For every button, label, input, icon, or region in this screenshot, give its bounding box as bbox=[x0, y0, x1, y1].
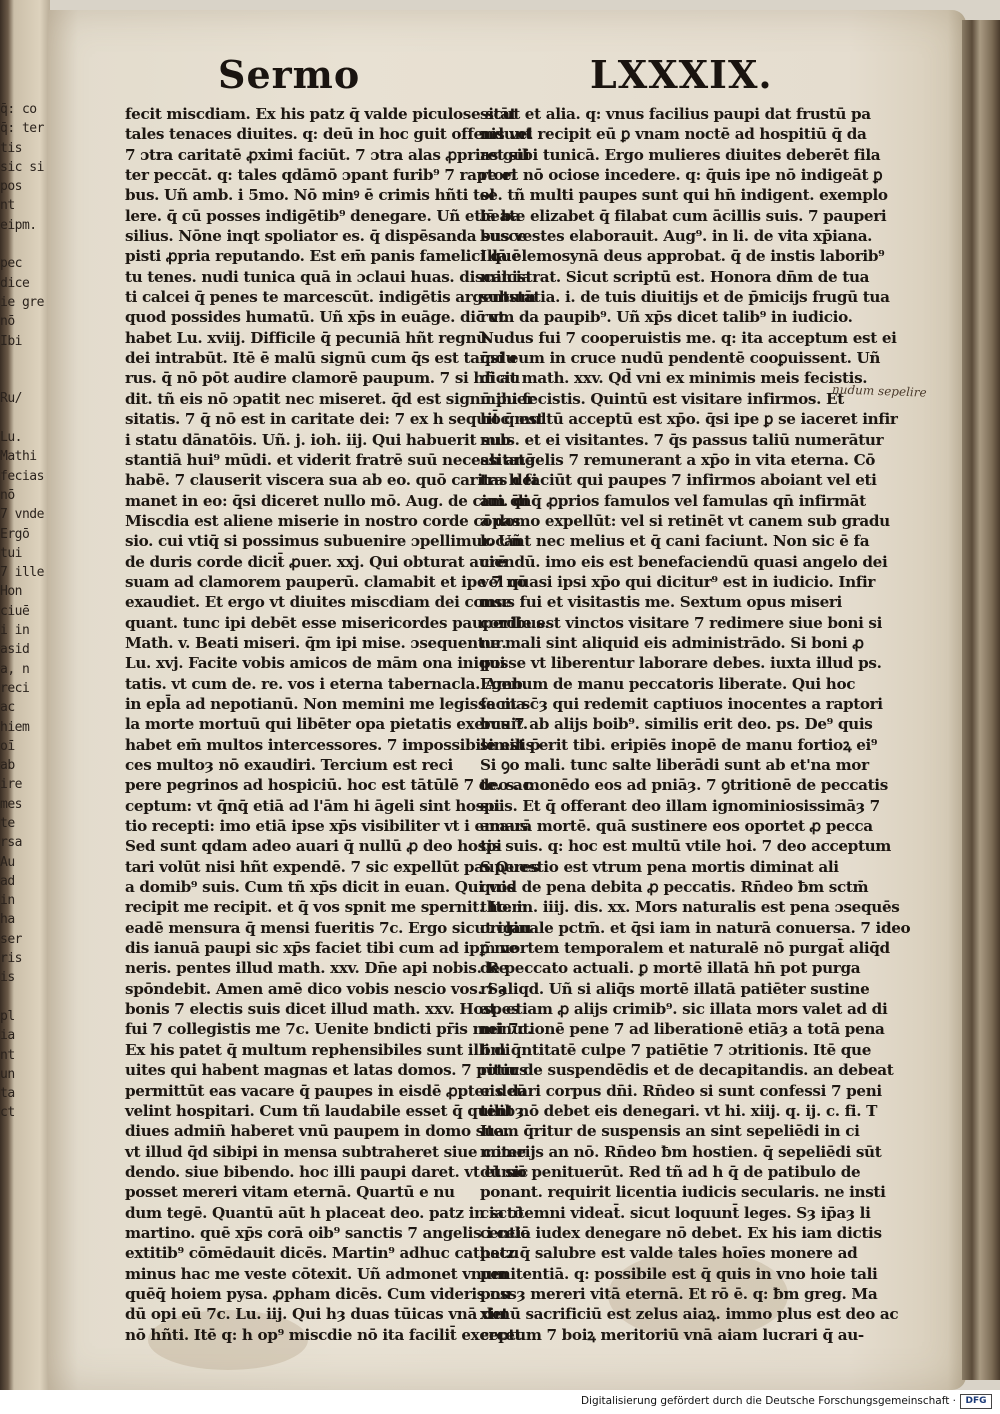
margin-fragment: q̄: ter bbox=[0, 121, 44, 137]
text-line: miterijs an nō. Rn̄deo ƀm hostien. q̄ sepeliēdi sūt bbox=[480, 1142, 882, 1161]
text-line: tis suis. q: hoc est multū vtile hoi. 7 deo acceptum bbox=[480, 837, 892, 856]
margin-fragment: Lu. bbox=[0, 430, 22, 446]
margin-fragment: ire bbox=[0, 777, 22, 793]
text-line: vel quasi ipsi xp̄o qui dicitur⁹ est in iudicio. Infir bbox=[480, 572, 876, 591]
margin-fragment: nt bbox=[0, 1047, 15, 1063]
text-line: minutionē pene 7 ad liberationē etiāȝ a totā pena bbox=[480, 1020, 885, 1039]
margin-fragment: i in bbox=[0, 623, 30, 639]
margin-fragment: ha bbox=[0, 912, 15, 928]
text-line: in epl̄a ad nepotianū. Non memini me legisse ma bbox=[125, 694, 526, 713]
text-line: quid de pena debita ꝓ peccatis. Rn̄deo ƀm sctm̄ bbox=[480, 878, 869, 897]
margin-fragment: oī bbox=[0, 738, 15, 754]
text-line: nis vel recipit eū ꝑ vnam noctē ad hospitiū q̄ da bbox=[480, 125, 867, 144]
text-line: S Questio est vtrum pena mortis diminat ali bbox=[480, 857, 839, 876]
folio-number: LXXXIX. bbox=[590, 52, 773, 97]
margin-fragment: rsa bbox=[0, 835, 22, 851]
text-line: te. s. monēdo eos ad pniāȝ. 7 ꝯtritionē de peccatis bbox=[480, 776, 888, 795]
margin-fragment: un bbox=[0, 1066, 15, 1082]
text-line: tari volūt nisi hñt expendē. 7 sic expellūt pauperes bbox=[125, 857, 540, 876]
text-line: Si ꝯo mali. tunc salte liberādi sunt ab et'na mor bbox=[480, 756, 869, 774]
margin-fragment: dice bbox=[0, 275, 30, 291]
text-line: manet in eo: q̄si diceret nullo mō. Aug. de ciui. di bbox=[125, 491, 529, 510]
text-line: Sed sunt qdam adeo auari q̄ nullū ꝓ deo hospi bbox=[125, 837, 502, 856]
text-line: habē. 7 clauserit viscera sua ab eo. quō caritas dei bbox=[125, 471, 538, 490]
text-line: eadē mensura q̄ mensi fueritis 7c. Ergo sicut clau bbox=[125, 918, 532, 937]
margin-fragment: in bbox=[0, 893, 15, 909]
text-line: bonis 7 electis suis dicet illud math. xxv. Hospes bbox=[125, 1000, 520, 1019]
text-line: cordie est vinctos visitare 7 redimere siue boni si bbox=[480, 613, 883, 632]
text-line: a domo expellūt: vel si retinēt vt canem sub gradu bbox=[480, 511, 890, 530]
text-line: sicut et alia. q: vnus facilius paupi dat frustū pa bbox=[480, 105, 871, 123]
text-line: beate elizabet q̄ filabat cum ācillis suis. 7 pauperi bbox=[480, 206, 887, 225]
text-line: penitentiā. q: possibile est q̄ quis in vno hoie tali bbox=[480, 1264, 878, 1283]
text-line: i statu dānatōis. Uñ. j. ioh. iij. Qui habuerit sub bbox=[125, 430, 511, 449]
text-line: quod possides humatū. Uñ xp̄s in euāge. dic̄ vt bbox=[125, 308, 505, 327]
text-line: Item q̄ritur de suspensis an sint sepeliēdi in ci bbox=[480, 1122, 860, 1141]
text-line: eis dari corpus dn̄i. Rn̄deo si sunt confessi 7 peni bbox=[480, 1081, 882, 1100]
text-line: pere pegrinos ad hospiciū. hoc est tātūlē 7 deo ac bbox=[125, 776, 532, 795]
text-line: ministrat. Sicut scriptū est. Honora dn̄m de tua bbox=[480, 267, 870, 286]
text-line: ne mali sint aliquid eis administrādo. Si boni ꝓ bbox=[480, 633, 864, 652]
text-line: dū opi eū 7c. Lu. iij. Qui hȝ duas tūicas vnā det bbox=[125, 1305, 509, 1324]
text-line: ximū sacrificiū est zelus aiaꝝ. immo plus est deo ac bbox=[480, 1305, 899, 1324]
margin-fragment: ciuē bbox=[0, 603, 30, 619]
margin-fragment: ser bbox=[0, 931, 22, 947]
text-line: martino. quē xp̄s corā oib⁹ sanctis 7 angelis i celo bbox=[125, 1223, 530, 1242]
text-line: rum da paupib⁹. Uñ xp̄s dicet talib⁹ in iudicio. bbox=[480, 308, 853, 327]
text-line: se. tñ multi paupes sunt qui hn̄ indigent. exemplo bbox=[480, 186, 888, 205]
text-line: permittūt eas vacare q̄ paupes in eisdē ꝓpter deū bbox=[125, 1081, 527, 1100]
text-line: mus. et ei visitantes. 7 q̄s passus taliū numerātur bbox=[480, 430, 884, 449]
text-line: Ex his patet q̄ multum rephensibiles sunt illi di bbox=[125, 1040, 511, 1059]
text-line: originale pctm̄. et q̄si iam in naturā conuersa. 7 ideo bbox=[480, 918, 911, 937]
text-line: Egenum de manu peccatoris liberate. Qui hoc bbox=[480, 674, 856, 693]
text-line: tho. in. iiij. dis. xx. Mors naturalis est pena ɔsequēs bbox=[480, 898, 900, 917]
text-line: stantiā hui⁹ mūdi. et viderit fratrē suū necessitatē bbox=[125, 450, 535, 469]
margin-fragment: te bbox=[0, 815, 15, 831]
text-line: ces multoȝ nō exaudiri. Tercium est reci bbox=[125, 756, 453, 774]
margin-fragment: pos bbox=[0, 179, 22, 195]
margin-fragment: q̄: co bbox=[0, 102, 37, 117]
text-line: suam ad clamorem pauperū. clamabit et ipe 7 nō bbox=[125, 572, 527, 591]
margin-fragment: mes bbox=[0, 796, 22, 812]
text-line: ponant. requirit licentia iudicis secularis. ne insti bbox=[480, 1183, 886, 1202]
right-page-edge bbox=[962, 20, 1000, 1380]
left-page-margin-text bbox=[0, 100, 44, 1300]
margin-fragment: hiem bbox=[0, 719, 30, 735]
text-line: bus vestes elaborauit. Aug⁹. in li. de vita xp̄iana. bbox=[480, 227, 873, 246]
text-line: quēq̄ hoiem pysa. ꝓpham dicēs. Cum videris nu bbox=[125, 1284, 512, 1303]
text-line: ti calcei q̄ penes te marcescūt. indigētis argentum bbox=[125, 288, 536, 307]
text-line: patz q̄ salubre est valde tales hoīes monere ad bbox=[480, 1244, 858, 1263]
text-line: posse vt liberentur laborare debes. iuxta illud ps. bbox=[480, 654, 882, 673]
margin-fragment: tis bbox=[0, 140, 22, 156]
text-line: hoc multū acceptū est xp̄o. q̄si ipe ꝑ se iaceret infir bbox=[480, 410, 898, 429]
text-line: sio. cui vtiq̄ si possimus subuenire ɔpellimur. Uñ bbox=[125, 532, 522, 551]
text-line: am q̄nq̄ ꝓprios famulos vel famulas qn̄ infirmāt bbox=[480, 491, 866, 510]
text-line: q̄si eum in cruce nudū pendentē cooꝑuissent. Uñ bbox=[480, 349, 881, 368]
margin-fragment: Ibi bbox=[0, 333, 22, 349]
dfg-logo: DFG bbox=[960, 1394, 992, 1409]
running-head: Sermo bbox=[218, 52, 361, 97]
text-line: uites qui habent magnas et latas domos. 7 potius bbox=[125, 1061, 528, 1080]
text-line: Illā elemosynā deus approbat. q̄ de instis laborib⁹ bbox=[480, 247, 885, 266]
text-line: centiā iudex denegare nō debet. Ex his iam dictis bbox=[480, 1223, 882, 1242]
text-line: ab angelis 7 remunerant a xp̄o in vita eterna. Cō bbox=[480, 450, 876, 469]
text-line: de duris corde dicit̄ ꝓuer. xxj. Qui obturat aurē bbox=[125, 552, 507, 571]
text-line: possȝ mereri vitā eternā. Et rō ē. q: ƀm greg. Ma bbox=[480, 1284, 878, 1303]
text-column-left bbox=[125, 104, 550, 1345]
text-line: dit. tñ eis nō ɔpatit nec miseret. q̄d est signū puer bbox=[125, 389, 534, 408]
text-line: neris. pentes illud math. xxv. Dn̄e api nobis. Re bbox=[125, 959, 509, 978]
text-line: ceptum: vt q̄nq̄ etiā ad l'ām hi āgeli sint hospi bbox=[125, 796, 500, 815]
text-line: habet em̄ multos intercessores. 7 impossibile est p̄ bbox=[125, 735, 540, 754]
margin-fragment: Ergō bbox=[0, 526, 30, 542]
text-line: mihi fecistis. Quintū est visitare infirmos. Et bbox=[480, 389, 844, 408]
margin-fragment: pl bbox=[0, 1008, 15, 1024]
text-line: dūmō penituerūt. Red tñ ad h q̄ de patibulo de bbox=[480, 1162, 861, 1181]
text-line: dendo. siue bibendo. hoc illi paupi daret. vt et sic bbox=[125, 1162, 528, 1181]
margin-fragment: Ru/ bbox=[0, 391, 22, 407]
margin-fragment: asid bbox=[0, 642, 30, 658]
text-line: vt illud q̄d sibipi in mensa subtraheret siue come bbox=[125, 1142, 526, 1161]
text-line: ciendū. imo eis est benefaciendū quasi angelo dei bbox=[480, 552, 888, 571]
margin-fragment: Mathi bbox=[0, 449, 37, 465]
margin-fragment bbox=[0, 370, 40, 389]
text-line: rus. q̄ nō pōt audire clamorē paupum. 7 si hñ au bbox=[125, 369, 520, 388]
text-line: Math. v. Beati miseri. q̄m ipi mise. ɔsequentur. bbox=[125, 633, 507, 652]
text-line: minus hac me veste cōtexit. Uñ admonet vnum bbox=[125, 1264, 508, 1283]
marginal-note: nudum sepelire bbox=[831, 382, 927, 400]
text-line: ꝑ mortem temporalem et naturalē nō purgat̄ aliq̄d bbox=[480, 939, 890, 958]
margin-fragment: ad bbox=[0, 873, 15, 889]
text-line: ter peccāt. q: tales qdāmō ɔpant furib⁹ 7 raptori bbox=[125, 166, 517, 185]
text-line: substātia. i. de tuis diuitijs et de p̄micijs frugū tua bbox=[480, 288, 890, 307]
text-line: nō hñti. Itē q: h op⁹ miscdie nō ita facilit̄ exercet bbox=[125, 1325, 522, 1344]
text-line: de peccato actuali. ꝑ mortē illatā hn̄ pot purga bbox=[480, 959, 861, 978]
margin-fragment: ris bbox=[0, 951, 22, 967]
text-line: tu tenes. nudi tunica quā in ɔclaui huas. discalcia bbox=[125, 267, 531, 286]
text-line: 7 ɔtra caritatē ꝓximi faciūt. 7 ɔtra alas ꝓprias gui bbox=[125, 145, 530, 164]
text-line: exaudiet. Et ergo vt diuites miscdiam dei conse bbox=[125, 593, 512, 612]
margin-fragment: sic si bbox=[0, 159, 44, 175]
margin-fragment: nt bbox=[0, 198, 15, 214]
text-line: sitatis. 7 q̄ nō est in caritate dei: 7 ex h sequit̄ q̄ est bbox=[125, 410, 544, 429]
text-line: tales tenaces diuites. q: deū in hoc guit offendunt bbox=[125, 125, 532, 144]
margin-fragment: 7 vnde bbox=[0, 507, 44, 523]
text-line: ret sibi tunicā. Ergo mulieres diuites deberēt fila bbox=[480, 145, 881, 164]
text-line: similis erit tibi. eripiēs inopē de manu fortioꝝ ei⁹ bbox=[480, 735, 878, 754]
text-line: at. etiam ꝓ alijs crimib⁹. sic illata mors valet ad di bbox=[480, 1000, 888, 1019]
text-line: fecit miscdiam. Ex his patz q̄ valde piculose stāt bbox=[125, 105, 517, 123]
text-line: Nudus fui 7 cooperuistis me. q: ita acceptum est ei bbox=[480, 328, 897, 347]
text-line: ceptum 7 boiꝝ meritoriū vnā aiam lucrari q̄ au- bbox=[480, 1325, 864, 1344]
text-line: velint hospitari. Cum tñ laudabile esset q̄ quilibȝ bbox=[125, 1101, 524, 1120]
margin-fragment: reci bbox=[0, 680, 30, 696]
text-line: tatis. vt cum de. re. vos i eterna tabernacla. Amb. bbox=[125, 674, 528, 693]
text-line: cia ɔtemni videat̄. sicut loquunt̄ leges. Sȝ ip̄aȝ li bbox=[480, 1203, 871, 1222]
text-line: dis ianuā paupi sic xp̄s faciet tibi cum ad ipm̄ ve bbox=[125, 939, 518, 958]
margin-fragment bbox=[0, 409, 40, 428]
text-line: Miscdia est aliene miserie in nostro corde cōpas bbox=[125, 511, 521, 530]
text-line: tio recepti: imo etiā ipse xp̄s visibiliter vt i emaus bbox=[125, 817, 528, 836]
margin-fragment: ab bbox=[0, 758, 15, 774]
margin-fragment bbox=[0, 988, 40, 1007]
text-line: la morte mortuū qui libēter opa pietatis exercuit. bbox=[125, 715, 528, 734]
margin-fragment bbox=[0, 235, 40, 254]
text-line: Lu. xvj. Facite vobis amicos de mām ona iniqui bbox=[125, 654, 506, 673]
text-line: diues admin̄ haberet vnū paupem in domo sua. bbox=[125, 1122, 510, 1141]
text-line: silius. Nōne inqt spoliator es. q̄ dispēsanda susce bbox=[125, 227, 527, 246]
text-line: ri aliqd. Uñ si aliq̄s mortē illatā patiēter sustine bbox=[480, 979, 870, 998]
text-line: ritur de suspendēdis et de decapitandis. an debeat bbox=[480, 1061, 894, 1080]
margin-fragment: pec bbox=[0, 256, 22, 272]
margin-fragment: tui bbox=[0, 545, 22, 561]
margin-fragment: ac bbox=[0, 700, 15, 716]
margin-fragment: nō bbox=[0, 314, 15, 330]
margin-fragment: 7 ille bbox=[0, 565, 44, 581]
margin-fragment: ta bbox=[0, 1086, 15, 1102]
margin-fragment: Hon bbox=[0, 584, 22, 600]
text-line: extitib⁹ cōmēdauit dicēs. Martin⁹ adhuc cathecu bbox=[125, 1244, 520, 1263]
text-line: ƀm q̄ntitatē culpe 7 patiētie 7 ɔtritionis. Itē que bbox=[480, 1040, 872, 1059]
margin-fragment: Au bbox=[0, 854, 15, 870]
digitization-credit: Digitalisierung gefördert durch die Deutsche Forschungsgemeinschaft · bbox=[580, 1395, 956, 1407]
margin-fragment bbox=[0, 351, 40, 370]
text-line: posset mereri vitam eternā. Quartū e nu bbox=[125, 1183, 455, 1202]
text-line: bus 7 ab alijs boib⁹. similis erit deo. ps. De⁹ quis bbox=[480, 715, 873, 734]
text-line: mus fui et visitastis me. Sextum opus miseri bbox=[480, 593, 842, 612]
text-line: suis. Et q̄ offerant deo illam ignominiosissimāȝ 7 bbox=[480, 796, 880, 815]
text-line: spōndebit. Amen amē dico vobis nescio vos. Sȝ bbox=[125, 979, 507, 998]
text-line: dum tegē. Quantū aūt h placeat deo. patz in sctō bbox=[125, 1203, 524, 1222]
text-line: tent nō debet eis denegari. vt hi. xiij. q. ij. c. fi. T bbox=[480, 1101, 878, 1120]
margin-fragment: ct bbox=[0, 1105, 15, 1121]
text-line: dei intrabūt. Itē ē malū signū cum q̄s est tamdu bbox=[125, 349, 517, 368]
margin-fragment: a, n bbox=[0, 661, 30, 677]
margin-fragment: ia bbox=[0, 1028, 15, 1044]
text-line: lere. q̄ cū posses indigētib⁹ denegare. Uñ etiā ba bbox=[125, 206, 521, 225]
margin-fragment: nō bbox=[0, 487, 15, 503]
text-line: amarā mortē. quā sustinere eos oportet ꝓ pecca bbox=[480, 817, 873, 836]
text-line: fui 7 collegistis me 7c. Uenite bndicti pr̄is mei 7c. bbox=[125, 1020, 533, 1039]
text-line: a domib⁹ suis. Cum tñ xp̄s dicit in euan. Qui vos bbox=[125, 878, 516, 897]
text-line: re et nō ociose incedere. q: q̄uis ipe nō indigeāt ꝑ bbox=[480, 166, 883, 185]
text-line: bus. Uñ amb. i 5mo. Nō minꝰ ē crimis hñti tol bbox=[125, 186, 495, 205]
margin-fragment: eipm. bbox=[0, 217, 37, 233]
text-line: pisti ꝓpria reputando. Est em̄ panis famelici quē bbox=[125, 247, 521, 266]
text-line: quant. tunc ipi debēt esse misericordes pauperibus. bbox=[125, 613, 550, 632]
margin-fragment: is bbox=[0, 970, 15, 986]
text-line: locant nec melius et q̄ cani faciunt. Non sic ē fa bbox=[480, 532, 870, 551]
text-line: tra h faciūt qui paupes 7 infirmos aboiant vel eti bbox=[480, 471, 877, 490]
text-line: dicit math. xxv. Qd̄ vni ex minimis meis fecistis. bbox=[480, 369, 868, 388]
text-line: habet Lu. xviij. Difficile q̄ pecuniā hñt regnū bbox=[125, 328, 487, 347]
text-line: recipit me recipit. et q̄ vos spnit me spernit. Item bbox=[125, 898, 528, 917]
margin-fragment: ie gre bbox=[0, 294, 44, 310]
margin-fragment: fecias bbox=[0, 468, 44, 484]
text-line: facit sc̄ȝ qui redemit captiuos inocentes a raptori bbox=[480, 694, 883, 713]
